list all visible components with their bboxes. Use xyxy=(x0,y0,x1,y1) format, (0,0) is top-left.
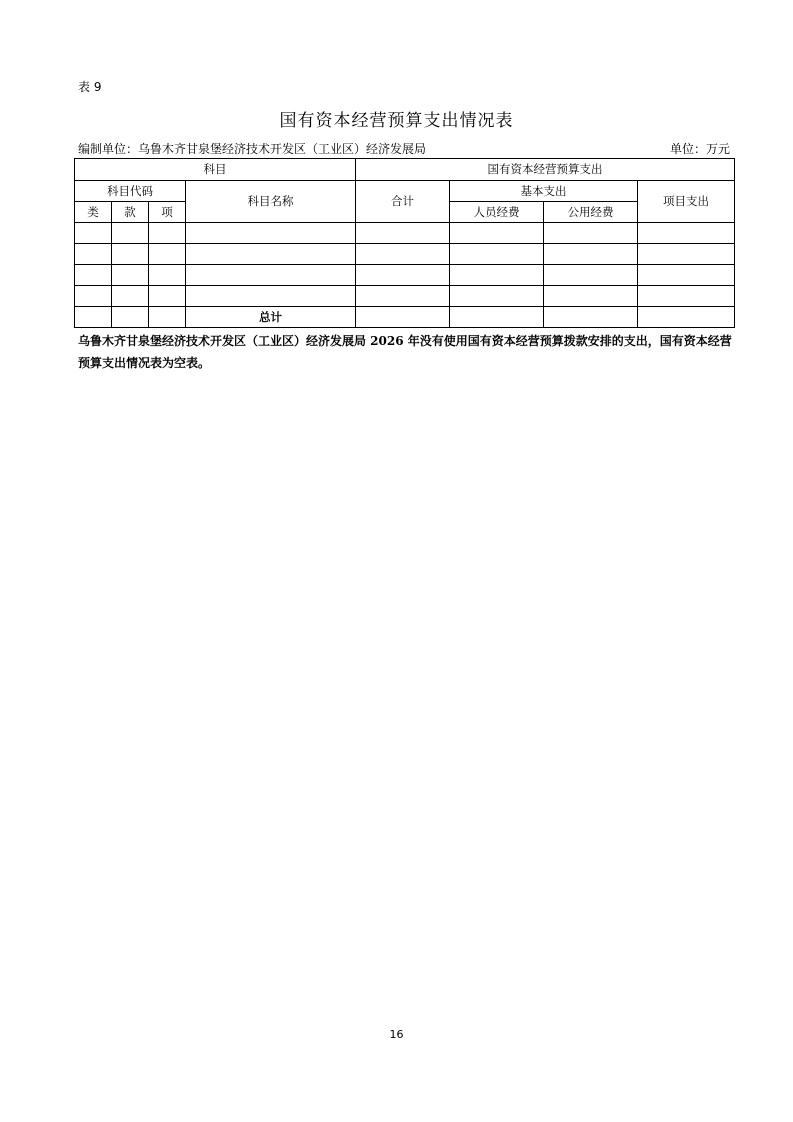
table-cell xyxy=(75,265,112,286)
header-subject-name: 科目名称 xyxy=(186,181,356,223)
page-title: 国有资本经营预算支出情况表 xyxy=(279,111,514,131)
header-section: 款 xyxy=(112,202,149,223)
header-basic-expenditure: 基本支出 xyxy=(450,181,638,202)
table-cell xyxy=(112,265,149,286)
table-cell xyxy=(450,265,544,286)
table-cell xyxy=(186,223,356,244)
table-cell xyxy=(112,286,149,307)
table-cell xyxy=(544,244,638,265)
table-cell xyxy=(356,223,450,244)
table-cell xyxy=(544,307,638,328)
table-cell xyxy=(149,286,186,307)
table-cell xyxy=(149,307,186,328)
table-cell xyxy=(75,286,112,307)
table-cell xyxy=(75,244,112,265)
table-cell xyxy=(75,307,112,328)
header-public: 公用经费 xyxy=(544,202,638,223)
table-cell xyxy=(638,286,735,307)
table-cell xyxy=(149,223,186,244)
table-cell xyxy=(149,265,186,286)
table-cell xyxy=(112,307,149,328)
table-cell xyxy=(544,265,638,286)
table-cell xyxy=(186,244,356,265)
header-project-expenditure: 项目支出 xyxy=(638,181,735,223)
table-cell xyxy=(112,244,149,265)
table-cell xyxy=(149,244,186,265)
budget-table xyxy=(74,158,735,328)
table-row xyxy=(75,244,735,265)
header-class: 类 xyxy=(75,202,112,223)
table-cell xyxy=(450,244,544,265)
header-subject-code: 科目代码 xyxy=(75,181,186,202)
table-cell xyxy=(638,307,735,328)
table-cell xyxy=(544,286,638,307)
header-personnel: 人员经费 xyxy=(450,202,544,223)
table-cell xyxy=(638,223,735,244)
page-number: 16 xyxy=(389,1028,404,1041)
table-cell xyxy=(112,223,149,244)
explanatory-note: 乌鲁木齐甘泉堡经济技术开发区（工业区）经济发展局 2026 年没有使用国有资本经营预算拨款安排的支出，国有资本经营预算支出情况表为空表。 xyxy=(78,334,732,370)
header-item: 项 xyxy=(149,202,186,223)
header-subject: 科目 xyxy=(75,159,356,181)
table-cell xyxy=(356,244,450,265)
total-label: 总计 xyxy=(186,307,356,328)
table-number: 表 9 xyxy=(78,80,102,94)
table-cell xyxy=(356,286,450,307)
table-cell xyxy=(638,265,735,286)
table-cell xyxy=(544,223,638,244)
table-cell xyxy=(356,307,450,328)
unit-of-measure: 单位：万元 xyxy=(669,142,730,156)
table-cell xyxy=(186,265,356,286)
table-row xyxy=(75,286,735,307)
total-row xyxy=(75,307,735,328)
table-row xyxy=(75,223,735,244)
table-cell xyxy=(450,286,544,307)
table-cell xyxy=(638,244,735,265)
table-cell xyxy=(450,307,544,328)
table-row xyxy=(75,265,735,286)
table-cell xyxy=(450,223,544,244)
table-cell xyxy=(356,265,450,286)
table-cell xyxy=(186,286,356,307)
compiling-unit: 编制单位：乌鲁木齐甘泉堡经济技术开发区（工业区）经济发展局 xyxy=(78,142,427,156)
header-total: 合计 xyxy=(356,181,450,223)
meta-row xyxy=(78,140,730,156)
header-expenditure: 国有资本经营预算支出 xyxy=(356,159,735,181)
table-cell xyxy=(75,223,112,244)
